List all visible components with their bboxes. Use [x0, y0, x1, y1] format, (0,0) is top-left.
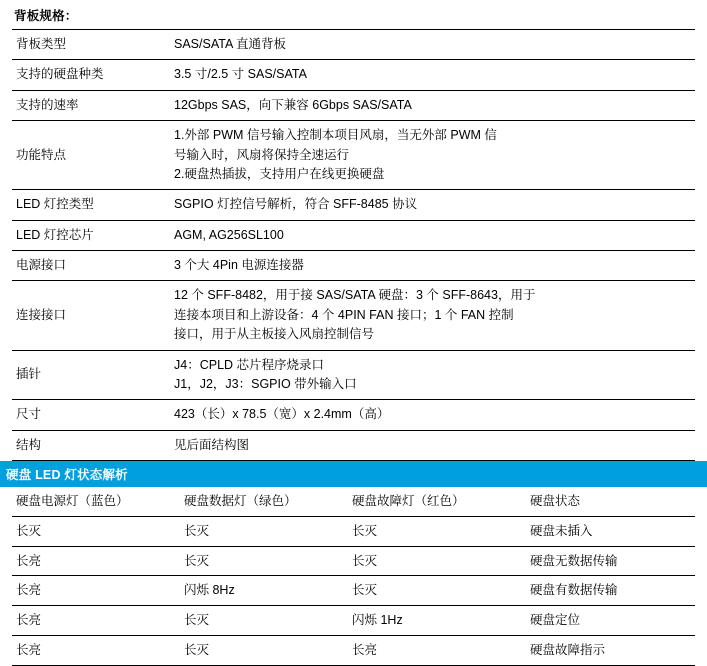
cell-power-led: 长亮	[12, 635, 180, 665]
table-row	[12, 576, 695, 606]
cell-power-led: 长亮	[12, 546, 180, 576]
table-row	[12, 281, 695, 350]
page-title: 背板规格：	[14, 9, 78, 23]
spec-label: 连接接口	[12, 281, 170, 350]
spec-label: 尺寸	[12, 400, 170, 430]
table-row	[12, 400, 695, 430]
table-row	[12, 606, 695, 636]
column-header: 硬盘故障灯（红色）	[348, 487, 526, 516]
cell-fault-led: 长亮	[348, 635, 526, 665]
spec-label: 功能特点	[12, 121, 170, 190]
spec-label: LED 灯控芯片	[12, 220, 170, 250]
value-line: 见后面结构图	[174, 437, 250, 452]
cell-power-led: 长亮	[12, 606, 180, 636]
cell-data-led: 长灭	[180, 516, 348, 546]
cell-disk-status: 硬盘未插入	[526, 516, 695, 546]
column-header: 硬盘数据灯（绿色）	[180, 487, 348, 516]
spec-value	[170, 251, 695, 281]
spec-label: 支持的硬盘种类	[12, 60, 170, 90]
cell-fault-led: 长灭	[348, 576, 526, 606]
table-row	[12, 220, 695, 250]
spec-label: 背板类型	[12, 30, 170, 60]
spec-value	[170, 60, 695, 90]
value-line: 12Gbps SAS，向下兼容 6Gbps SAS/SATA	[174, 97, 412, 112]
value-line: J4：CPLD 芯片程序烧录口	[174, 357, 325, 372]
table-row	[12, 30, 695, 60]
table-row	[12, 90, 695, 120]
spec-value	[170, 350, 695, 400]
spec-value	[170, 430, 695, 460]
cell-fault-led: 长灭	[348, 546, 526, 576]
spec-label: 电源接口	[12, 251, 170, 281]
spec-table-body	[12, 30, 695, 461]
value-line: 连接本项目和上游设备：4 个 4PIN FAN 接口；1 个 FAN 控制	[174, 307, 514, 322]
value-line: J1，J2，J3：SGPIO 带外输入口	[174, 376, 357, 391]
table-row	[12, 60, 695, 90]
spec-value	[170, 281, 695, 350]
value-line: 接口，用于从主板接入风扇控制信号	[174, 327, 375, 342]
table-row	[12, 121, 695, 190]
table-row	[12, 190, 695, 220]
led-section-band: 硬盘 LED 灯状态解析	[0, 461, 707, 487]
cell-disk-status: 硬盘有数据传输	[526, 576, 695, 606]
cell-fault-led: 闪烁 1Hz	[348, 606, 526, 636]
led-table-body	[12, 487, 695, 665]
table-row	[12, 251, 695, 281]
cell-data-led: 长灭	[180, 635, 348, 665]
cell-data-led: 长灭	[180, 546, 348, 576]
value-line: 423（长）x 78.5（宽）x 2.4mm（高）	[174, 407, 390, 422]
table-row	[12, 546, 695, 576]
led-status-table	[12, 487, 695, 666]
cell-data-led: 闪烁 8Hz	[180, 576, 348, 606]
table-row	[12, 516, 695, 546]
value-line: 2.硬盘热插拔，支持用户在线更换硬盘	[174, 166, 385, 181]
spec-value	[170, 190, 695, 220]
spec-value	[170, 220, 695, 250]
value-line: 1.外部 PWM 信号输入控制本项目风扇，当无外部 PWM 信	[174, 128, 497, 143]
table-row	[12, 430, 695, 460]
value-line: 12 个 SFF-8482，用于接 SAS/SATA 硬盘：3 个 SFF-8643，用于	[174, 288, 536, 303]
spec-label: 支持的速率	[12, 90, 170, 120]
cell-disk-status: 硬盘定位	[526, 606, 695, 636]
spec-value	[170, 90, 695, 120]
spec-label: 插针	[12, 350, 170, 400]
cell-power-led: 长灭	[12, 516, 180, 546]
cell-power-led: 长亮	[12, 576, 180, 606]
cell-data-led: 长灭	[180, 606, 348, 636]
value-line: AGM, AG256SL100	[174, 227, 284, 242]
cell-fault-led: 长灭	[348, 516, 526, 546]
table-header-row	[12, 487, 695, 516]
cell-disk-status: 硬盘故障指示	[526, 635, 695, 665]
spec-label: 结构	[12, 430, 170, 460]
table-row	[12, 635, 695, 665]
table-row	[12, 350, 695, 400]
value-line: SAS/SATA 直通背板	[174, 37, 287, 51]
spec-value	[170, 400, 695, 430]
value-line: 号输入时，风扇将保持全速运行	[174, 147, 350, 162]
column-header: 硬盘电源灯（蓝色）	[12, 487, 180, 516]
spec-value	[170, 30, 695, 60]
cell-disk-status: 硬盘无数据传输	[526, 546, 695, 576]
spec-value	[170, 121, 695, 190]
value-line: 3.5 寸/2.5 寸 SAS/SATA	[174, 67, 307, 82]
backplane-spec-table	[12, 29, 695, 461]
spec-label: LED 灯控类型	[12, 190, 170, 220]
value-line: SGPIO 灯控信号解析，符合 SFF-8485 协议	[174, 197, 418, 212]
value-line: 3 个大 4Pin 电源连接器	[174, 258, 304, 272]
column-header: 硬盘状态	[526, 487, 695, 516]
